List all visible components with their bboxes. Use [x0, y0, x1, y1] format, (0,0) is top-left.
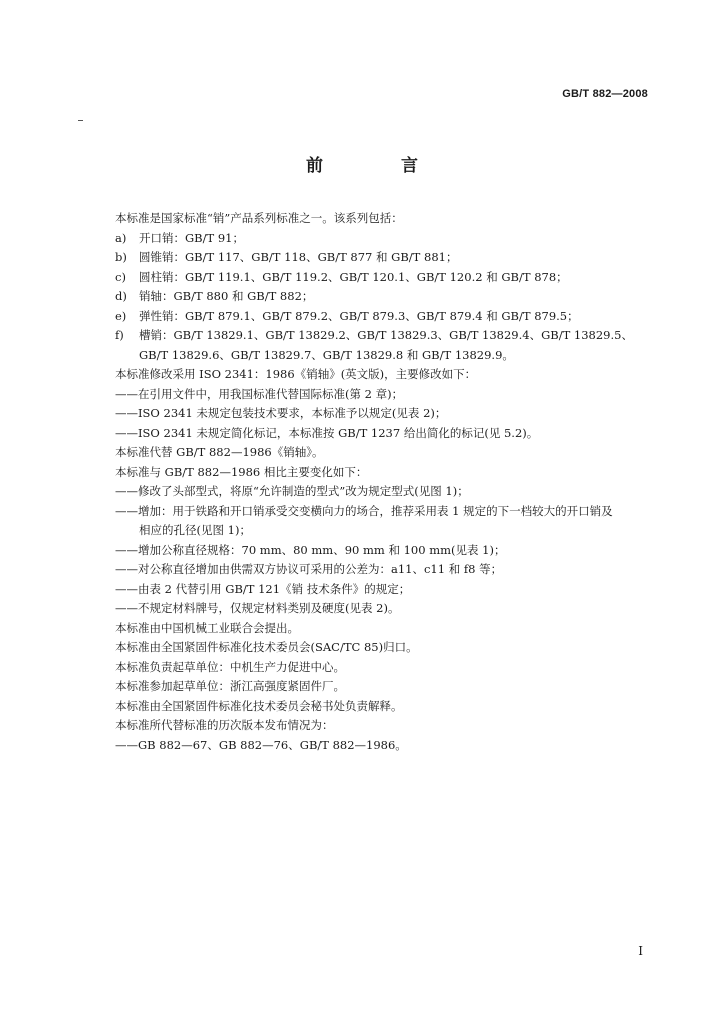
list-text: 开口销：GB/T 91； [139, 230, 244, 245]
modification-intro: 本标准修改采用 ISO 2341：1986《销轴》(英文版)，主要修改如下： [115, 367, 477, 381]
closing-line: 本标准参加起草单位：浙江高强度紧固件厂。 [115, 679, 345, 693]
list-marker: b) [115, 250, 127, 264]
change-item-continuation: 相应的孔径(见图 1)； [139, 523, 251, 537]
list-marker: e) [115, 308, 127, 323]
standard-code: GB/T 882—2008 [562, 88, 648, 100]
list-text: 圆锥销：GB/T 117、GB/T 118、GB/T 877 和 GB/T 881； [139, 250, 458, 264]
list-text: 槽销：GB/T 13829.1、GB/T 13829.2、GB/T 13829.3、GB/T 13829.4、GB/T 13829.5、 [139, 328, 633, 342]
list-item [115, 229, 660, 249]
closing-line: 本标准由全国紧固件标准化技术委员会(SAC/TC 85)归口。 [115, 640, 418, 654]
closing-line: 本标准由中国机械工业联合会提出。 [115, 620, 299, 635]
closing-line: ——GB 882—67、GB 882—76、GB/T 882—1986。 [115, 737, 407, 752]
modification-item: ——ISO 2341 未规定包装技术要求，本标准予以规定(见表 2)； [115, 406, 447, 420]
page-number: I [638, 944, 643, 958]
closing-line: 本标准负责起草单位：中机生产力促进中心。 [115, 659, 345, 674]
closing-line: 本标准所代替标准的历次版本发布情况为： [115, 718, 334, 732]
change-item: ——由表 2 代替引用 GB/T 121《销 技术条件》的规定； [115, 581, 411, 596]
intro-paragraph: 本标准是国家标准“销”产品系列标准之一。该系列包括： [115, 211, 403, 225]
modification-item: ——在引用文件中，用我国标准代替国际标准(第 2 章)； [115, 386, 404, 401]
page-title: 前 言 [306, 156, 454, 176]
list-item [115, 326, 660, 346]
change-item: ——增加：用于铁路和开口销承受交变横向力的场合，推荐采用表 1 规定的下一档较大的开口销及 [115, 503, 613, 518]
change-item: ——对公称直径增加由供需双方协议可采用的公差为：a11、c11 和 f8 等； [115, 562, 503, 576]
list-item [115, 307, 660, 327]
change-item: ——不规定材料牌号，仅规定材料类别及硬度(见表 2)。 [115, 601, 400, 615]
list-text: 弹性销：GB/T 879.1、GB/T 879.2、GB/T 879.3、GB/T 879.4 和 GB/T 879.5； [139, 308, 579, 323]
closing-line: 本标准由全国紧固件标准化技术委员会秘书处负责解释。 [115, 698, 403, 713]
change-item: ——增加公称直径规格：70 mm、80 mm、90 mm 和 100 mm(见表 1)； [115, 542, 506, 557]
list-marker: a) [115, 230, 127, 245]
list-text: 圆柱销：GB/T 119.1、GB/T 119.2、GB/T 120.1、GB/T 120.2 和 GB/T 878； [139, 269, 568, 284]
list-item-continuation: GB/T 13829.6、GB/T 13829.7、GB/T 13829.8 和 GB/T 13829.9。 [139, 347, 514, 362]
replaces-statement: 本标准代替 GB/T 882—1986《销轴》。 [115, 445, 324, 459]
list-marker: d) [115, 289, 127, 303]
foreword-body [115, 209, 660, 755]
scan-artifact-mark [78, 120, 83, 121]
changes-intro: 本标准与 GB/T 882—1986 相比主要变化如下： [115, 464, 368, 479]
list-item [115, 268, 660, 288]
list-item [115, 287, 660, 307]
modification-item: ——ISO 2341 未规定简化标记，本标准按 GB/T 1237 给出简化的标记(见 5.2)。 [115, 425, 539, 440]
list-text: 销轴：GB/T 880 和 GB/T 882； [139, 289, 314, 303]
list-marker: c) [115, 269, 126, 284]
list-item [115, 248, 660, 268]
list-marker: f) [115, 328, 124, 342]
change-item: ——修改了头部型式，将原“允许制造的型式”改为规定型式(见图 1)； [115, 484, 469, 498]
